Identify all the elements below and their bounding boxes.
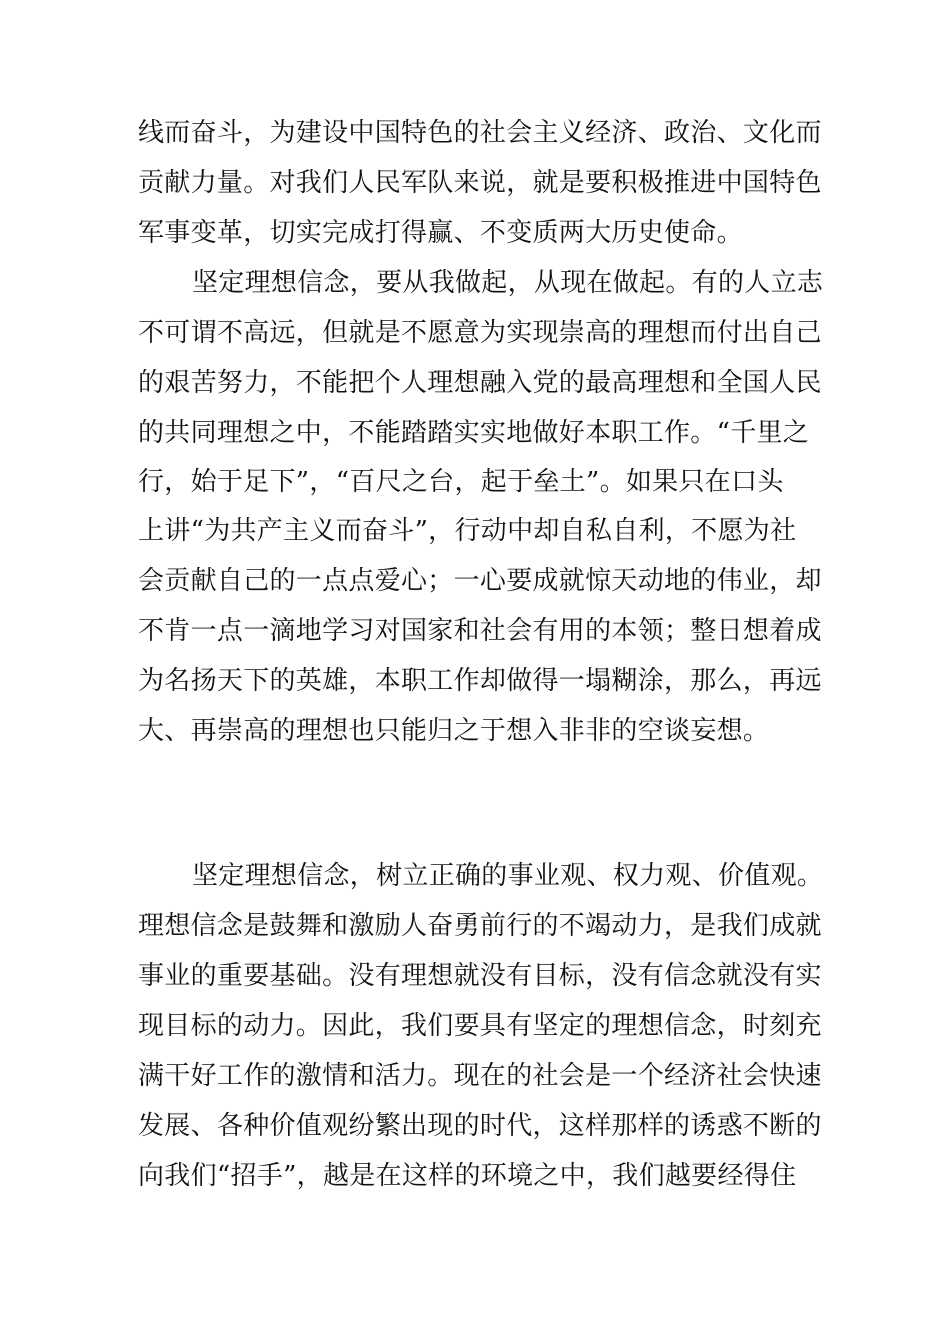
text-line: 不可谓不高远，但就是不愿意为实现崇高的理想而付出自己 [138, 318, 822, 348]
text-line: 行，始于足下”，“百尺之台，起于垒土”。如果只在口头 [138, 467, 784, 497]
text-line: 现目标的动力。因此，我们要具有坚定的理想信念，时刻充 [138, 1011, 822, 1041]
text-line: 向我们“招手”，越是在这样的环境之中，我们越要经得住 [138, 1161, 797, 1191]
text-line: 上讲“为共产主义而奋斗”，行动中却自私自利，不愿为社 [138, 516, 797, 546]
text-line: 的艰苦努力，不能把个人理想融入党的最高理想和全国人民 [138, 368, 822, 398]
text-line: 线而奋斗，为建设中国特色的社会主义经济、政治、文化而 [138, 118, 822, 148]
text-line: 满干好工作的激情和活力。现在的社会是一个经济社会快速 [138, 1061, 822, 1091]
text-line: 不肯一点一滴地学习对国家和社会有用的本领；整日想着成 [138, 616, 822, 646]
text-line: 坚定理想信念，树立正确的事业观、权力观、价值观。 [192, 861, 824, 891]
text-line: 理想信念是鼓舞和激励人奋勇前行的不竭动力，是我们成就 [138, 911, 822, 941]
text-line: 会贡献自己的一点点爱心；一心要成就惊天动地的伟业，却 [138, 566, 822, 596]
text-line: 事业的重要基础。没有理想就没有目标，没有信念就没有实 [138, 961, 822, 991]
text-line: 贡献力量。对我们人民军队来说，就是要积极推进中国特色 [138, 168, 822, 198]
text-line: 军事变革，切实完成打得赢、不变质两大历史使命。 [138, 218, 743, 248]
text-line: 坚定理想信念，要从我做起，从现在做起。有的人立志 [192, 268, 824, 298]
text-line: 发展、各种价值观纷繁出现的时代，这样那样的诱惑不断的 [138, 1111, 822, 1141]
text-line: 为名扬天下的英雄，本职工作却做得一塌糊涂，那么，再远 [138, 666, 822, 696]
text-line: 大、再崇高的理想也只能归之于想入非非的空谈妄想。 [138, 716, 770, 746]
text-line: 的共同理想之中，不能踏踏实实地做好本职工作。“千里之 [138, 418, 810, 448]
